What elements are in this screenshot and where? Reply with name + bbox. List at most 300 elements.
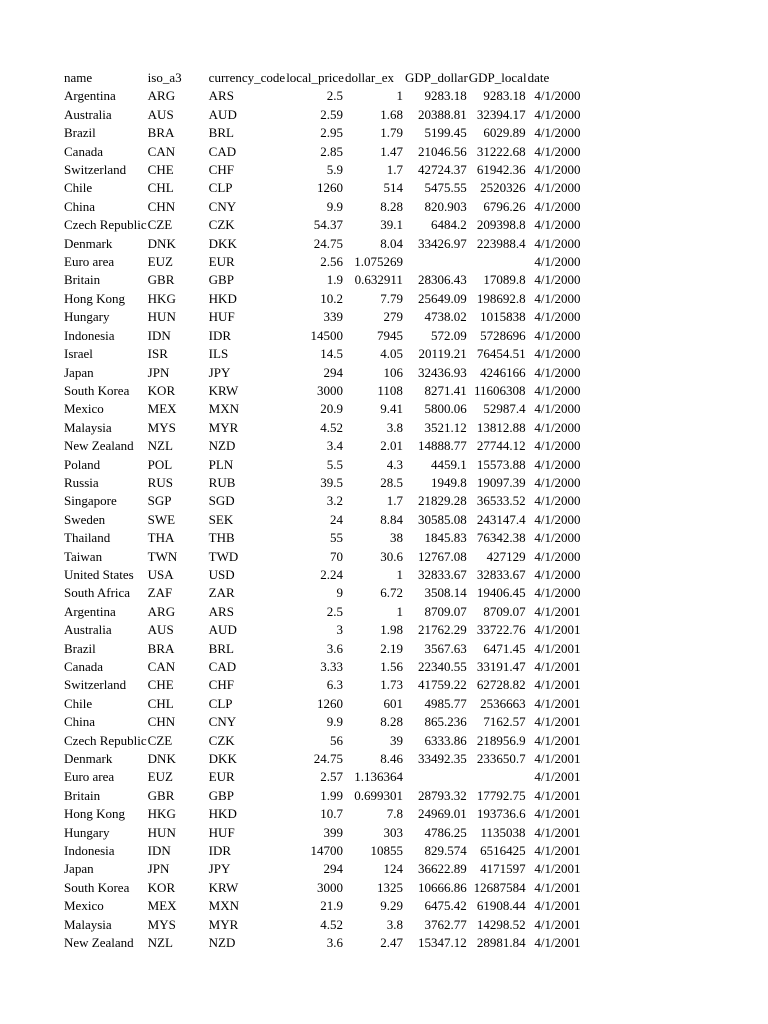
table-cell[interactable]: 1 (396, 566, 403, 582)
table-cell[interactable]: 3000 (316, 879, 343, 895)
table-cell[interactable]: 303 (383, 824, 403, 840)
table-cell[interactable]: 5728696 (480, 327, 526, 343)
table-cell[interactable]: SGD (208, 493, 235, 509)
table-cell[interactable]: 4.52 (320, 916, 343, 932)
table-cell[interactable]: 1260 (316, 695, 343, 711)
table-cell[interactable]: 3521.12 (424, 419, 467, 435)
table-cell[interactable]: 24 (329, 511, 343, 527)
table-cell[interactable]: 4/1/2000 (534, 566, 581, 582)
table-cell[interactable]: CZE (147, 732, 173, 748)
table-cell[interactable]: TWN (147, 548, 178, 564)
table-cell[interactable]: 209398.8 (476, 217, 526, 233)
header-cell[interactable]: name (64, 70, 93, 85)
table-cell[interactable]: 3.33 (320, 659, 343, 674)
table-cell[interactable]: 3 (336, 622, 343, 638)
table-cell[interactable]: 30.6 (380, 548, 403, 564)
table-cell[interactable]: 24969.01 (418, 806, 467, 822)
table-cell[interactable]: PLN (208, 456, 234, 472)
table-cell[interactable]: 3.8 (386, 916, 403, 932)
table-cell[interactable]: MYS (147, 916, 176, 932)
table-cell[interactable]: MYR (208, 916, 239, 932)
table-cell[interactable]: GBR (147, 272, 175, 288)
table-cell[interactable]: 39 (389, 732, 403, 748)
table-cell[interactable]: 6029.89 (483, 125, 526, 141)
table-cell[interactable]: NZL (147, 438, 173, 454)
table-cell[interactable]: 193736.6 (476, 806, 526, 822)
table-cell[interactable]: 3.6 (326, 935, 343, 951)
table-cell[interactable]: 6484.2 (431, 217, 467, 233)
table-cell[interactable]: 4/1/2001 (534, 640, 581, 656)
table-cell[interactable]: 243147.4 (476, 511, 526, 527)
table-cell[interactable]: 14700 (310, 843, 343, 859)
table-cell[interactable]: 4459.1 (431, 456, 467, 472)
table-cell[interactable]: Switzerland (64, 677, 127, 693)
table-cell[interactable]: JPN (147, 364, 170, 380)
table-cell[interactable]: Poland (64, 456, 101, 472)
table-cell[interactable]: 4/1/2000 (534, 254, 581, 270)
table-cell[interactable]: 27744.12 (476, 438, 526, 454)
table-cell[interactable]: New Zealand (64, 935, 134, 951)
table-cell[interactable]: 1.47 (380, 143, 403, 159)
table-cell[interactable]: 1 (396, 88, 403, 104)
table-cell[interactable]: Euro area (64, 769, 115, 785)
table-cell[interactable]: 2.01 (380, 438, 403, 454)
table-cell[interactable]: 2.5 (326, 88, 343, 104)
table-cell[interactable]: 38 (389, 530, 403, 546)
table-cell[interactable]: 3.2 (326, 493, 343, 509)
table-cell[interactable]: CHE (147, 162, 174, 178)
table-cell[interactable]: 865.236 (424, 714, 467, 730)
table-cell[interactable]: South Africa (64, 585, 131, 601)
table-cell[interactable]: KRW (208, 879, 239, 895)
table-cell[interactable]: 9.9 (326, 198, 343, 214)
table-cell[interactable]: 4/1/2000 (534, 346, 581, 362)
table-cell[interactable]: 61942.36 (476, 162, 526, 178)
table-cell[interactable]: 4/1/2001 (534, 787, 581, 803)
table-cell[interactable]: 2.5 (326, 603, 343, 619)
table-cell[interactable]: Malaysia (64, 419, 112, 435)
table-cell[interactable]: 56 (329, 732, 343, 748)
table-cell[interactable]: 4.3 (386, 456, 403, 472)
table-cell[interactable]: Switzerland (64, 162, 127, 178)
table-cell[interactable]: GBP (208, 272, 234, 288)
table-cell[interactable]: 4/1/2001 (534, 751, 581, 767)
table-cell[interactable]: HKD (208, 290, 237, 306)
table-cell[interactable]: BRA (147, 125, 175, 141)
table-cell[interactable]: SGP (147, 493, 172, 509)
table-cell[interactable]: 1.68 (380, 106, 403, 122)
table-cell[interactable]: 4/1/2000 (534, 493, 581, 509)
table-cell[interactable]: 5475.55 (424, 180, 467, 196)
table-cell[interactable]: 8.28 (380, 198, 403, 214)
table-cell[interactable]: 8.84 (380, 511, 403, 527)
table-cell[interactable]: ZAF (147, 585, 173, 601)
table-cell[interactable]: IDN (147, 327, 171, 343)
table-cell[interactable]: 233650.7 (476, 751, 526, 767)
table-cell[interactable]: CLP (208, 180, 233, 196)
table-cell[interactable]: 399 (323, 824, 343, 840)
table-cell[interactable]: Singapore (64, 493, 117, 509)
table-cell[interactable]: 8709.07 (483, 603, 526, 619)
table-cell[interactable]: 4/1/2000 (534, 438, 581, 454)
table-cell[interactable]: 25649.09 (418, 290, 467, 306)
table-cell[interactable]: JPN (147, 861, 170, 877)
table-cell[interactable]: TWD (208, 548, 239, 564)
table-cell[interactable]: JPY (208, 364, 231, 380)
table-cell[interactable]: 20.9 (320, 401, 343, 417)
table-cell[interactable]: 1.7 (386, 493, 403, 509)
table-cell[interactable]: BRA (147, 640, 175, 656)
table-cell[interactable]: 36622.89 (418, 861, 467, 877)
table-cell[interactable]: 294 (323, 861, 343, 877)
table-cell[interactable]: Brazil (64, 640, 96, 656)
table-cell[interactable]: CAD (208, 659, 237, 674)
table-cell[interactable]: Israel (64, 346, 93, 362)
table-cell[interactable]: 39.5 (320, 474, 343, 490)
table-cell[interactable]: 13812.88 (476, 419, 526, 435)
table-cell[interactable]: ISR (147, 346, 168, 362)
table-cell[interactable]: 4/1/2001 (534, 935, 581, 951)
table-cell[interactable]: Thailand (64, 530, 111, 546)
table-cell[interactable]: 4/1/2001 (534, 806, 581, 822)
table-cell[interactable]: 4/1/2000 (534, 511, 581, 527)
table-cell[interactable]: ZAR (208, 585, 235, 601)
table-cell[interactable]: CNY (208, 198, 237, 214)
table-cell[interactable]: 17089.8 (483, 272, 526, 288)
table-cell[interactable]: 1108 (377, 382, 403, 398)
table-cell[interactable]: Brazil (64, 125, 96, 141)
table-cell[interactable]: 4/1/2001 (534, 732, 581, 748)
table-cell[interactable]: 6475.42 (424, 898, 467, 914)
table-cell[interactable]: CAN (147, 143, 176, 159)
table-cell[interactable]: DNK (147, 751, 176, 767)
table-cell[interactable]: ARS (208, 603, 234, 619)
table-cell[interactable]: 8.46 (380, 751, 403, 767)
table-cell[interactable]: 6.72 (380, 585, 403, 601)
table-cell[interactable]: 10.2 (320, 290, 343, 306)
table-cell[interactable]: Canada (64, 143, 103, 159)
table-cell[interactable]: CHE (147, 677, 174, 693)
table-cell[interactable]: 5.9 (326, 162, 343, 178)
table-cell[interactable]: 4246166 (480, 364, 526, 380)
table-cell[interactable]: 3.6 (326, 640, 343, 656)
table-cell[interactable]: 4/1/2000 (534, 530, 581, 546)
table-cell[interactable]: Czech Republic (64, 732, 147, 748)
table-cell[interactable]: CHL (147, 695, 174, 711)
table-cell[interactable]: 4/1/2000 (534, 401, 581, 417)
table-cell[interactable]: BRL (208, 125, 234, 141)
table-cell[interactable]: 4/1/2001 (534, 898, 581, 914)
table-cell[interactable]: 19097.39 (476, 474, 526, 490)
table-cell[interactable]: RUB (208, 474, 236, 490)
table-cell[interactable]: 0.699301 (354, 787, 403, 803)
table-cell[interactable]: Hungary (64, 309, 110, 325)
table-cell[interactable]: 12687584 (473, 879, 526, 895)
table-cell[interactable]: 6516425 (480, 843, 526, 859)
table-cell[interactable]: HUN (147, 824, 176, 840)
table-cell[interactable]: 7162.57 (483, 714, 526, 730)
table-cell[interactable]: HUF (208, 824, 235, 840)
table-cell[interactable]: 6.3 (326, 677, 343, 693)
header-cell[interactable]: currency_code (208, 70, 286, 85)
table-cell[interactable]: 8709.07 (424, 603, 467, 619)
table-cell[interactable]: Mexico (64, 401, 104, 417)
table-cell[interactable]: 54.37 (313, 217, 343, 233)
table-cell[interactable]: 4.52 (320, 419, 343, 435)
table-cell[interactable]: Argentina (64, 603, 116, 619)
table-cell[interactable]: 33492.35 (418, 751, 467, 767)
table-cell[interactable]: KRW (208, 382, 239, 398)
table-cell[interactable]: 1.7 (386, 162, 403, 178)
table-cell[interactable]: 4/1/2000 (534, 198, 581, 214)
table-cell[interactable]: 294 (323, 364, 343, 380)
table-cell[interactable]: Denmark (64, 235, 113, 251)
table-cell[interactable]: 106 (383, 364, 403, 380)
table-cell[interactable]: USA (147, 566, 174, 582)
table-cell[interactable]: 21829.28 (418, 493, 467, 509)
table-cell[interactable]: SWE (147, 511, 176, 527)
table-cell[interactable]: 4985.77 (424, 695, 467, 711)
table-cell[interactable]: 4/1/2000 (534, 235, 581, 251)
table-cell[interactable]: 4/1/2000 (534, 419, 581, 435)
table-cell[interactable]: USD (208, 566, 235, 582)
table-cell[interactable]: 4/1/2000 (534, 474, 581, 490)
table-cell[interactable]: DNK (147, 235, 176, 251)
table-cell[interactable]: ARS (208, 88, 234, 104)
table-cell[interactable]: AUS (147, 622, 174, 638)
table-cell[interactable]: 4/1/2000 (534, 585, 581, 601)
table-cell[interactable]: 32436.93 (418, 364, 467, 380)
table-cell[interactable]: HKG (147, 806, 176, 822)
table-cell[interactable]: 10855 (370, 843, 403, 859)
header-cell[interactable]: GDP_dollar (404, 70, 468, 85)
table-cell[interactable]: 9283.18 (424, 88, 467, 104)
table-cell[interactable]: MYR (208, 419, 239, 435)
table-cell[interactable]: CZK (208, 732, 235, 748)
table-cell[interactable]: 3508.14 (424, 585, 467, 601)
table-cell[interactable]: 4/1/2001 (534, 879, 581, 895)
table-cell[interactable]: 601 (383, 695, 403, 711)
table-cell[interactable]: 4/1/2000 (534, 162, 581, 178)
table-cell[interactable]: 36533.52 (476, 493, 526, 509)
table-cell[interactable]: NZL (147, 935, 173, 951)
table-cell[interactable]: 33191.47 (476, 659, 526, 674)
table-cell[interactable]: 4171597 (480, 861, 526, 877)
table-cell[interactable]: CZE (147, 217, 173, 233)
table-cell[interactable]: 829.574 (424, 843, 467, 859)
table-cell[interactable]: 8271.41 (424, 382, 467, 398)
table-cell[interactable]: 4/1/2000 (534, 456, 581, 472)
table-cell[interactable]: 70 (329, 548, 343, 564)
table-cell[interactable]: 218956.9 (476, 732, 526, 748)
table-cell[interactable]: DKK (208, 235, 237, 251)
table-cell[interactable]: Czech Republic (64, 217, 147, 233)
table-cell[interactable]: 6333.86 (424, 732, 467, 748)
table-cell[interactable]: Britain (64, 272, 101, 288)
table-cell[interactable]: 2.57 (320, 769, 343, 785)
table-cell[interactable]: 6796.26 (483, 198, 526, 214)
table-cell[interactable]: 4/1/2001 (534, 659, 581, 674)
table-cell[interactable]: 39.1 (380, 217, 403, 233)
table-cell[interactable]: 4/1/2000 (534, 309, 581, 325)
table-cell[interactable]: MXN (208, 898, 240, 914)
table-cell[interactable]: 4/1/2001 (534, 714, 581, 730)
table-cell[interactable]: 31222.68 (476, 143, 526, 159)
table-cell[interactable]: 21.9 (320, 898, 343, 914)
table-cell[interactable]: 76342.38 (476, 530, 526, 546)
table-cell[interactable]: Chile (64, 695, 93, 711)
table-cell[interactable]: MEX (147, 898, 177, 914)
table-cell[interactable]: 223988.4 (476, 235, 526, 251)
table-cell[interactable]: 3567.63 (424, 640, 467, 656)
table-cell[interactable]: 2.85 (320, 143, 343, 159)
table-cell[interactable]: 20119.21 (418, 346, 467, 362)
table-cell[interactable]: South Korea (64, 382, 130, 398)
table-cell[interactable] (404, 768, 468, 786)
table-cell[interactable]: 15573.88 (476, 456, 526, 472)
table-cell[interactable]: CAN (147, 659, 176, 674)
table-cell[interactable]: 5199.45 (424, 125, 467, 141)
header-cell[interactable]: date (527, 70, 550, 85)
table-cell[interactable]: Canada (64, 659, 103, 674)
table-cell[interactable]: 3762.77 (424, 916, 467, 932)
table-cell[interactable]: 2.59 (320, 106, 343, 122)
table-cell[interactable]: GBR (147, 787, 175, 803)
table-cell[interactable]: 9.9 (326, 714, 343, 730)
table-cell[interactable]: 1.79 (380, 125, 403, 141)
table-cell[interactable]: AUD (208, 622, 237, 638)
table-cell[interactable]: 7.8 (386, 806, 403, 822)
table-cell[interactable]: 198692.8 (476, 290, 526, 306)
table-cell[interactable]: Japan (64, 861, 94, 877)
table-cell[interactable]: 4738.02 (424, 309, 467, 325)
table-cell[interactable]: United States (64, 566, 134, 582)
table-cell[interactable]: 7945 (376, 327, 403, 343)
table-cell[interactable]: 4/1/2001 (534, 861, 581, 877)
table-cell[interactable]: 5.5 (326, 456, 343, 472)
table-cell[interactable]: IDR (208, 327, 232, 343)
table-cell[interactable]: Russia (64, 474, 99, 490)
table-cell[interactable]: 14500 (310, 327, 343, 343)
table-cell[interactable]: Japan (64, 364, 94, 380)
table-cell[interactable]: 4/1/2001 (534, 824, 581, 840)
table-cell[interactable]: 15347.12 (418, 935, 467, 951)
table-cell[interactable]: EUR (208, 769, 235, 785)
table-cell[interactable]: 4/1/2001 (534, 769, 581, 785)
table-cell[interactable]: CNY (208, 714, 237, 730)
table-cell[interactable]: NZD (208, 438, 236, 454)
table-cell[interactable]: 24.75 (313, 751, 343, 767)
table-cell[interactable]: CLP (208, 695, 233, 711)
table-cell[interactable]: 52987.4 (483, 401, 526, 417)
table-cell[interactable]: 33426.97 (418, 235, 467, 251)
table-cell[interactable]: 2.95 (320, 125, 343, 141)
table-cell[interactable]: 1.99 (320, 787, 343, 803)
table-cell[interactable]: NZD (208, 935, 236, 951)
table-cell[interactable] (404, 253, 468, 271)
table-cell[interactable]: 3.8 (386, 419, 403, 435)
table-cell[interactable]: SEK (208, 511, 234, 527)
table-cell[interactable]: CHF (208, 162, 234, 178)
table-cell[interactable]: 1.9 (326, 272, 343, 288)
table-cell[interactable]: 1 (396, 603, 403, 619)
table-cell[interactable]: 1.98 (380, 622, 403, 638)
table-cell[interactable]: 22340.55 (418, 659, 467, 674)
table-cell[interactable]: 8.28 (380, 714, 403, 730)
table-cell[interactable]: 28306.43 (418, 272, 467, 288)
table-cell[interactable]: China (64, 714, 96, 730)
table-cell[interactable]: 5800.06 (424, 401, 467, 417)
table-cell[interactable]: KOR (147, 382, 176, 398)
table-cell[interactable]: CHL (147, 180, 174, 196)
table-cell[interactable]: CAD (208, 143, 237, 159)
table-cell[interactable]: 4/1/2000 (534, 217, 581, 233)
table-cell[interactable]: HKD (208, 806, 237, 822)
table-cell[interactable]: 1260 (316, 180, 343, 196)
table-cell[interactable]: POL (147, 456, 173, 472)
table-cell[interactable]: 279 (383, 309, 403, 325)
table-cell[interactable]: Hungary (64, 824, 110, 840)
table-cell[interactable]: MXN (208, 401, 240, 417)
table-cell[interactable]: Denmark (64, 751, 113, 767)
table-cell[interactable]: 4/1/2000 (534, 548, 581, 564)
table-cell[interactable]: 1949.8 (431, 474, 467, 490)
table-cell[interactable]: 4/1/2000 (534, 180, 581, 196)
table-cell[interactable]: ILS (208, 346, 229, 362)
table-cell[interactable]: 9 (336, 585, 343, 601)
table-cell[interactable]: 4/1/2000 (534, 290, 581, 306)
table-cell[interactable]: Argentina (64, 88, 116, 104)
table-cell[interactable]: 14298.52 (476, 916, 526, 932)
table-cell[interactable]: 1135038 (480, 824, 526, 840)
table-cell[interactable] (468, 253, 527, 271)
table-cell[interactable]: Britain (64, 787, 101, 803)
table-cell[interactable]: 21762.29 (418, 622, 467, 638)
table-cell[interactable]: 10.7 (320, 806, 343, 822)
table-cell[interactable]: HUN (147, 309, 176, 325)
table-cell[interactable]: KOR (147, 879, 176, 895)
table-cell[interactable]: Malaysia (64, 916, 112, 932)
table-cell[interactable]: CHF (208, 677, 234, 693)
table-cell[interactable]: 1015838 (480, 309, 526, 325)
table-cell[interactable]: CZK (208, 217, 235, 233)
table-cell[interactable]: EUZ (147, 769, 173, 785)
table-cell[interactable]: GBP (208, 787, 234, 803)
table-cell[interactable]: 10666.86 (418, 879, 467, 895)
table-cell[interactable]: Australia (64, 622, 112, 638)
table-cell[interactable]: China (64, 198, 96, 214)
table-cell[interactable]: 76454.51 (476, 346, 526, 362)
table-cell[interactable]: Mexico (64, 898, 104, 914)
table-cell[interactable]: 427129 (486, 548, 526, 564)
table-cell[interactable]: 55 (329, 530, 343, 546)
table-cell[interactable]: 2520326 (480, 180, 526, 196)
table-cell[interactable]: 4/1/2000 (534, 272, 581, 288)
table-cell[interactable]: 12767.08 (418, 548, 467, 564)
table-cell[interactable]: 20388.81 (418, 106, 467, 122)
table-cell[interactable]: 42724.37 (418, 162, 467, 178)
table-cell[interactable]: RUS (147, 474, 173, 490)
table-cell[interactable]: EUR (208, 254, 235, 270)
table-cell[interactable]: South Korea (64, 879, 130, 895)
header-cell[interactable]: GDP_local (468, 70, 527, 85)
table-cell[interactable]: HUF (208, 309, 235, 325)
table-cell[interactable]: 19406.45 (476, 585, 526, 601)
table-cell[interactable]: ARG (147, 88, 176, 104)
table-cell[interactable]: 30585.08 (418, 511, 467, 527)
table-cell[interactable]: JPY (208, 861, 231, 877)
table-cell[interactable]: 32833.67 (476, 566, 526, 582)
